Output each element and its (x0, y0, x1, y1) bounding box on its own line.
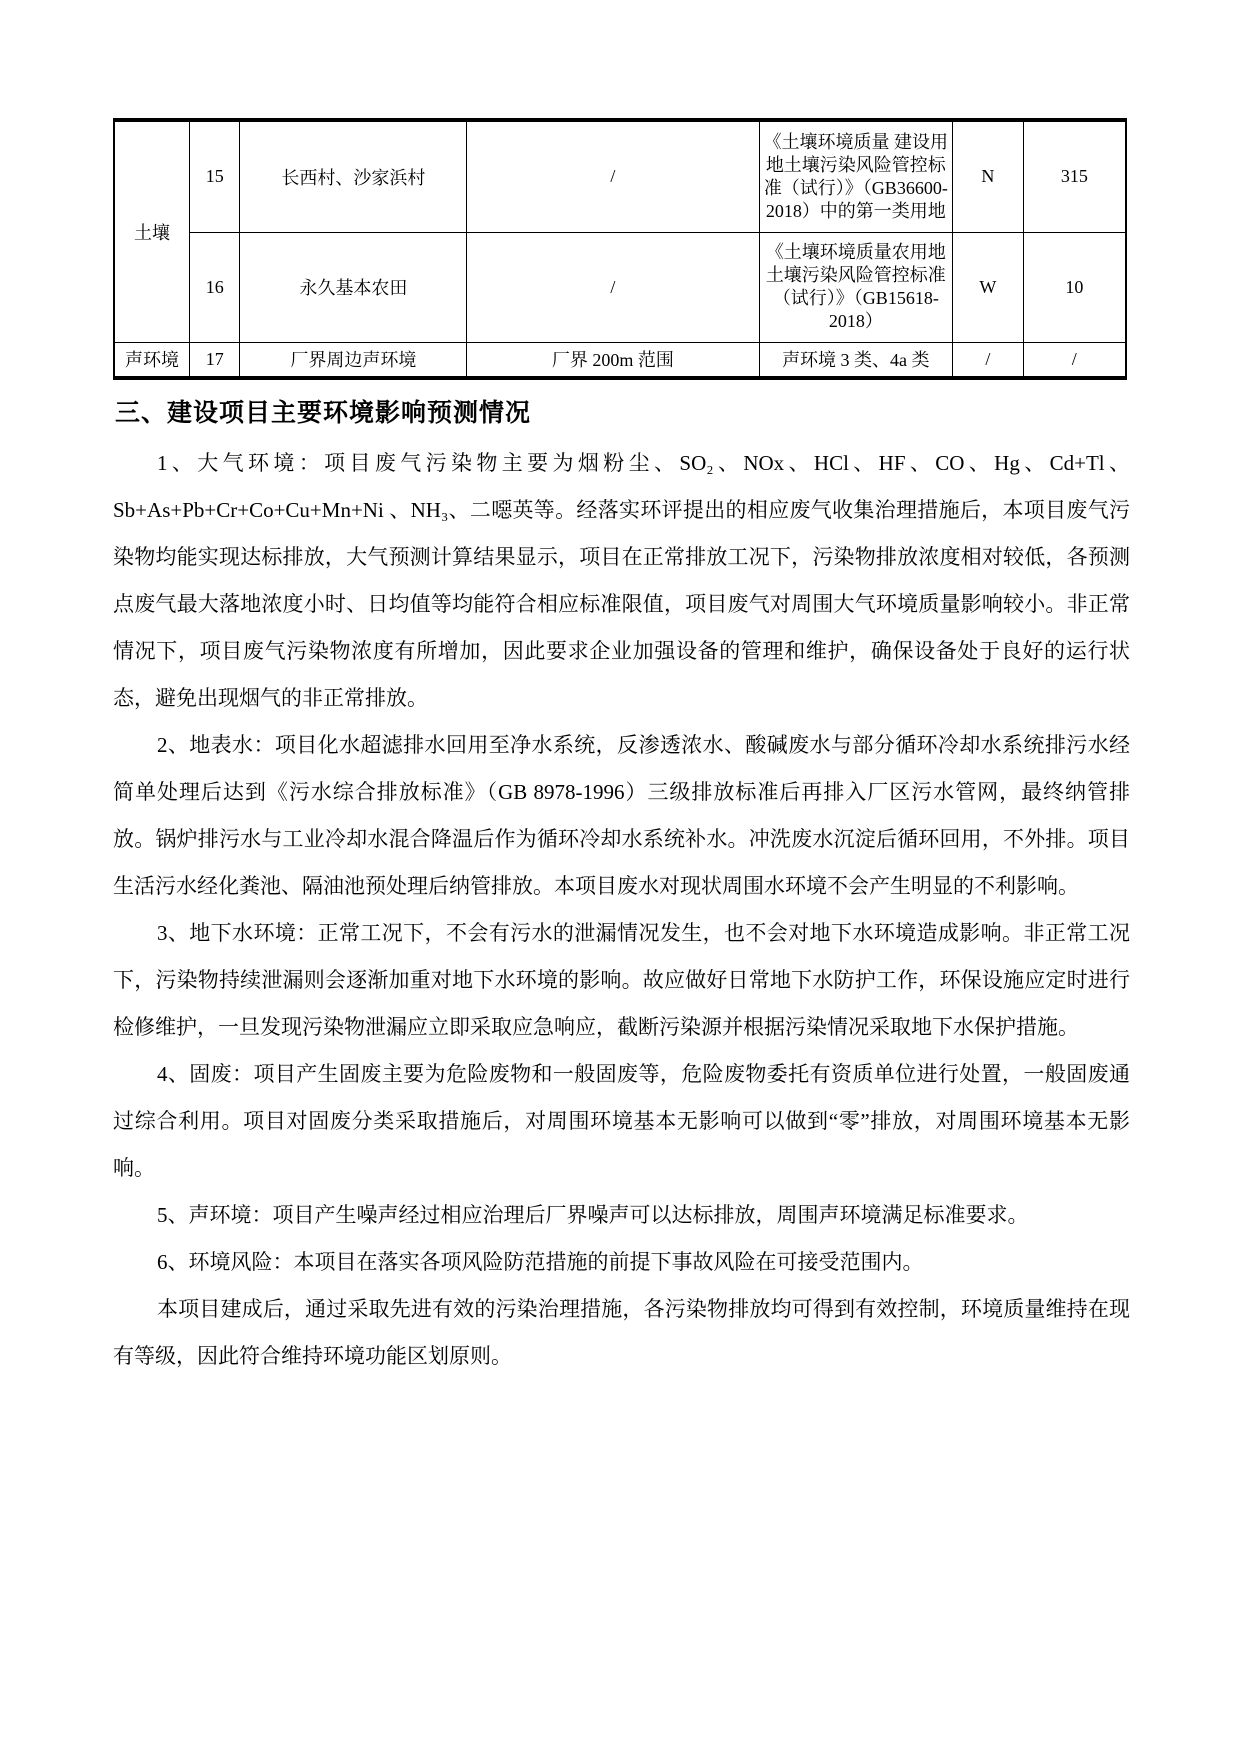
row-number-cell: 16 (190, 232, 240, 342)
paragraph-surface-water: 2、地表水：项目化水超滤排水回用至净水系统，反渗透浓水、酸碱废水与部分循环冷却水系统排污水经简单处理后达到《污水综合排放标准》（GB 8978-1996）三级排放标准后再排入厂区污水管网，最终纳管排放。锅炉排污水与工业冷却水混合降温后作为循环冷却水系统补水。冲洗废水沉淀后循环回用，不外排。项目生活污水经化粪池、隔油池预处理后纳管排放。本项目废水对现状周围水环境不会产生明显的不利影响。 (113, 733, 1130, 898)
paragraph-air: 1、大气环境：项目废气污染物主要为烟粉尘、SO₂、NOx、HCl、HF、CO、Hg、Cd+Tl、Sb+As+Pb+Cr+Co+Cu+Mn+Ni 、NH₃、二噁英等。经落实环评提出的相应废气收集治理措施后，本项目废气污染物均能实现达标排放，大气预测计算结果显示，项目在正常排放工况下，污染物排放浓度相对较低，各预测点废气最大落地浓度小时、日均值等均能符合相应标准限值，项目废气对周围大气环境质量影响较小。非正常情况下，项目废气污染物浓度有所增加，因此要求企业加强设备的管理和维护，确保设备处于良好的运行状态，避免出现烟气的非正常排放。 (113, 451, 1130, 710)
distance-cell: 10 (1023, 232, 1126, 342)
range-cell: / (467, 120, 759, 232)
distance-cell: 315 (1023, 120, 1126, 232)
standards-table (113, 118, 1127, 380)
standard-cell: 声环境 3 类、4a 类 (759, 342, 953, 378)
standard-cell: 《土壤环境质量农用地土壤污染风险管控标准（试行）》（GB15618-2018） (759, 232, 953, 342)
standard-cell: 《土壤环境质量 建设用地土壤污染风险管控标准（试行）》（GB36600-2018）中的第一类用地 (759, 120, 953, 232)
site-name-cell: 长西村、沙家浜村 (240, 120, 467, 232)
category-cell: 声环境 (114, 342, 190, 378)
section-body (113, 440, 1130, 1380)
direction-cell: / (953, 342, 1024, 378)
section-heading: 三、建设项目主要环境影响预测情况 (115, 400, 532, 427)
paragraph-solid-waste: 4、固废：项目产生固废主要为危险废物和一般固废等，危险废物委托有资质单位进行处置，一般固废通过综合利用。项目对固废分类采取措施后，对周围环境基本无影响可以做到“零”排放，对周围环境基本无影响。 (113, 1062, 1130, 1180)
range-cell: / (467, 232, 759, 342)
table-row (114, 342, 1126, 378)
paragraph-conclusion: 本项目建成后，通过采取先进有效的污染治理措施，各污染物排放均可得到有效控制，环境质量维持在现有等级，因此符合维持环境功能区划原则。 (113, 1297, 1130, 1368)
distance-cell: / (1023, 342, 1126, 378)
paragraph-groundwater: 3、地下水环境：正常工况下，不会有污水的泄漏情况发生，也不会对地下水环境造成影响。非正常工况下，污染物持续泄漏则会逐渐加重对地下水环境的影响。故应做好日常地下水防护工作，环保设施应定时进行检修维护，一旦发现污染物泄漏应立即采取应急响应，截断污染源并根据污染情况采取地下水保护措施。 (113, 921, 1130, 1039)
row-number-cell: 15 (190, 120, 240, 232)
paragraph-noise: 5、声环境：项目产生噪声经过相应治理后厂界噪声可以达标排放，周围声环境满足标准要求。 (157, 1203, 1029, 1227)
direction-cell: W (953, 232, 1024, 342)
category-cell: 土壤 (114, 120, 190, 342)
table-row (114, 232, 1126, 342)
site-name-cell: 厂界周边声环境 (240, 342, 467, 378)
row-number-cell: 17 (190, 342, 240, 378)
paragraph-risk: 6、环境风险：本项目在落实各项风险防范措施的前提下事故风险在可接受范围内。 (157, 1250, 924, 1274)
direction-cell: N (953, 120, 1024, 232)
table-row (114, 120, 1126, 232)
range-cell: 厂界 200m 范围 (467, 342, 759, 378)
site-name-cell: 永久基本农田 (240, 232, 467, 342)
